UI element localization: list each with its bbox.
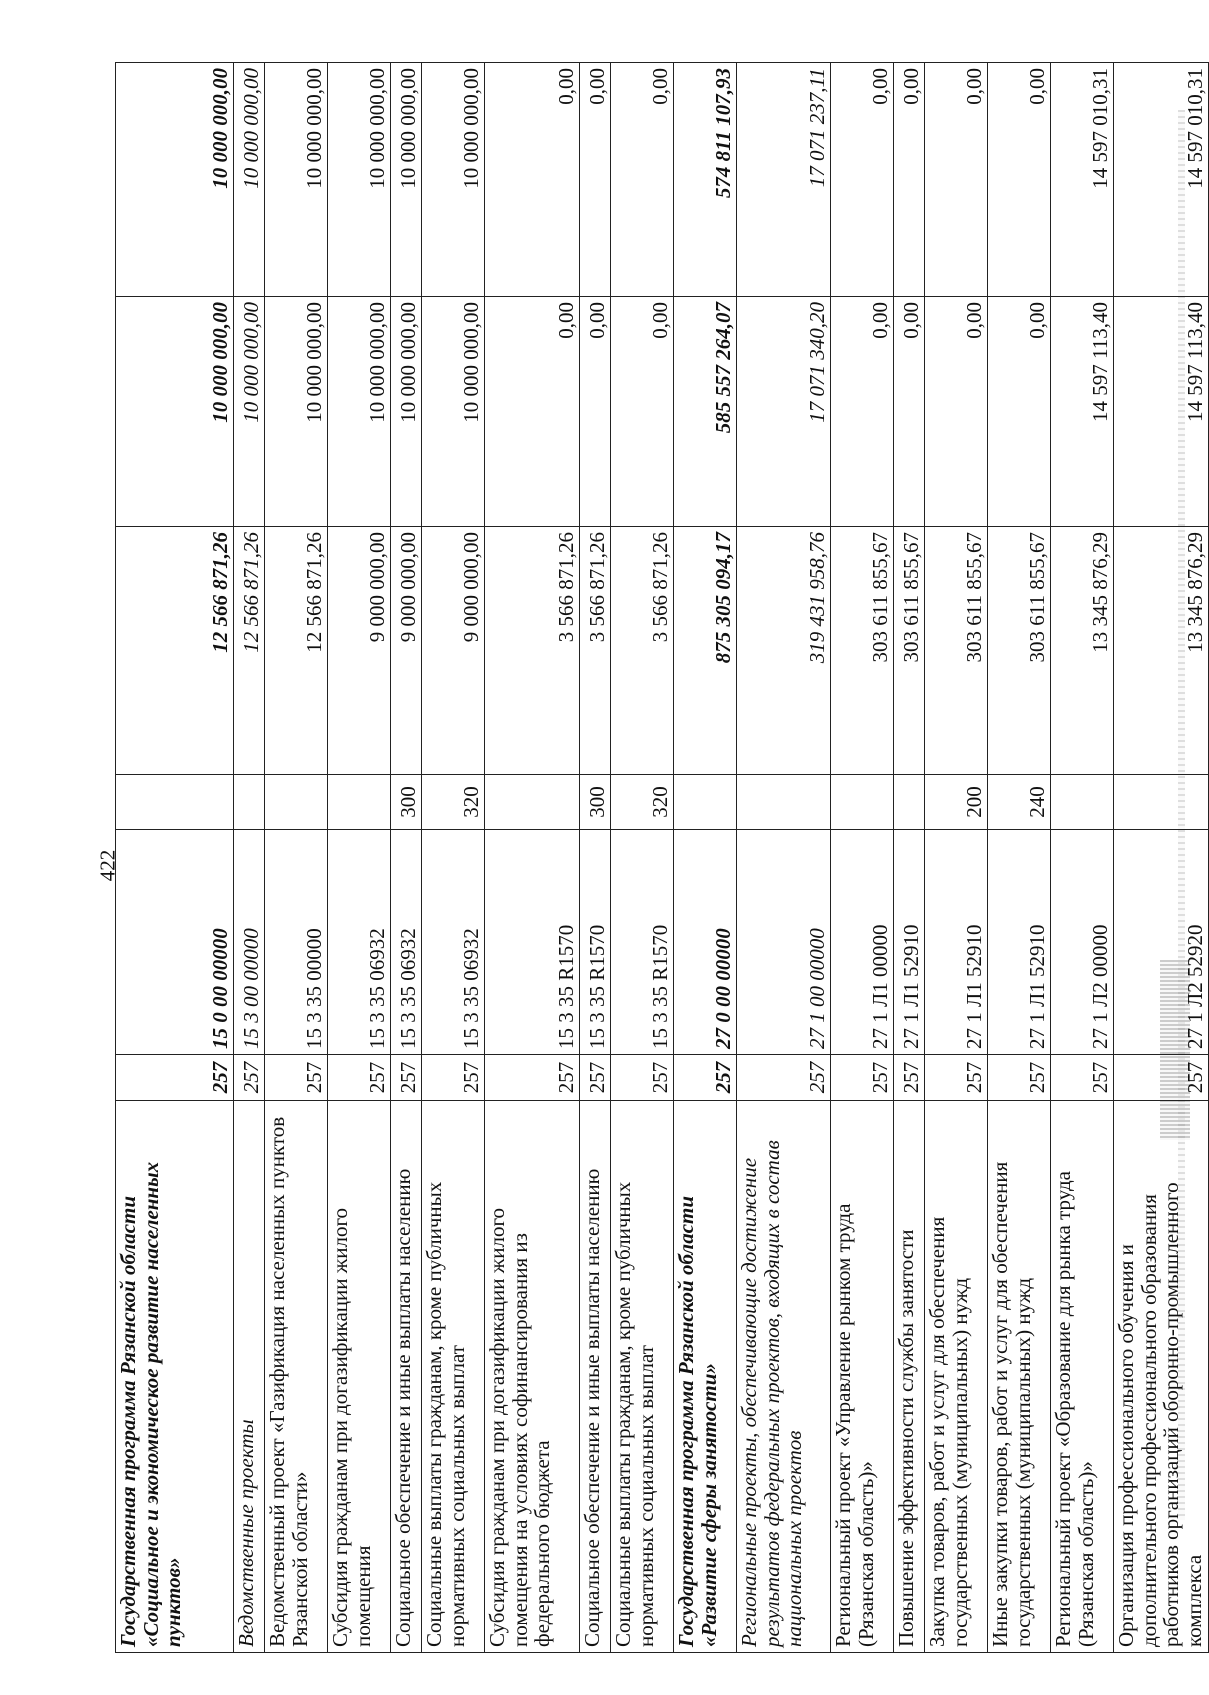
row-amount-2: 10 000 000,00 <box>422 297 485 527</box>
table-row <box>831 63 894 1653</box>
row-amount-3: 0,00 <box>485 63 580 297</box>
row-name: Государственная программа Рязанской области «Развитие сферы занятости» <box>674 1101 737 1653</box>
row-kvr <box>485 775 580 830</box>
row-amount-2: 585 557 264,07 <box>674 297 737 527</box>
row-amount-1: 12 566 871,26 <box>234 527 265 775</box>
row-ga: 257 <box>1051 1055 1114 1101</box>
row-amount-1: 303 611 855,67 <box>925 527 988 775</box>
row-name: Организация профессионального обучения и дополнительного профессионального образования работников организаций оборонно-промышленного комплекса <box>1114 1101 1209 1653</box>
row-amount-3: 14 597 010,31 <box>1051 63 1114 297</box>
row-amount-2: 14 597 113,40 <box>1051 297 1114 527</box>
row-kcsr: 15 3 35 00000 <box>265 830 328 1055</box>
row-ga: 257 <box>580 1055 611 1101</box>
row-kcsr: 27 1 Л2 00000 <box>1051 830 1114 1055</box>
page-number: 422 <box>95 849 120 882</box>
row-amount-1: 9 000 000,00 <box>328 527 391 775</box>
row-amount-3: 10 000 000,00 <box>328 63 391 297</box>
table-row <box>265 63 328 1653</box>
row-amount-3: 0,00 <box>831 63 894 297</box>
row-amount-2: 10 000 000,00 <box>265 297 328 527</box>
row-kcsr: 15 3 35 06932 <box>391 830 422 1055</box>
table-row <box>328 63 391 1653</box>
row-amount-2: 0,00 <box>988 297 1051 527</box>
table-row <box>988 63 1051 1653</box>
table-row <box>116 63 234 1653</box>
row-kcsr: 27 0 00 00000 <box>674 830 737 1055</box>
row-amount-3: 10 000 000,00 <box>265 63 328 297</box>
row-amount-1: 303 611 855,67 <box>831 527 894 775</box>
row-name: Иные закупки товаров, работ и услуг для обеспечения государственных (муниципальных) нужд <box>988 1101 1051 1653</box>
row-amount-2: 0,00 <box>580 297 611 527</box>
row-ga: 257 <box>831 1055 894 1101</box>
row-ga: 257 <box>422 1055 485 1101</box>
row-name: Ведомственные проекты <box>234 1101 265 1653</box>
table-row <box>1114 63 1209 1653</box>
row-amount-1: 319 431 958,76 <box>737 527 831 775</box>
row-amount-2: 14 597 113,40 <box>1114 297 1209 527</box>
row-amount-1: 13 345 876,29 <box>1114 527 1209 775</box>
row-amount-2: 0,00 <box>925 297 988 527</box>
row-kvr <box>737 775 831 830</box>
row-amount-3: 10 000 000,00 <box>116 63 234 297</box>
row-amount-2: 10 000 000,00 <box>234 297 265 527</box>
table-body <box>116 63 1209 1653</box>
row-amount-1: 303 611 855,67 <box>988 527 1051 775</box>
row-amount-3: 14 597 010,31 <box>1114 63 1209 297</box>
row-ga: 257 <box>391 1055 422 1101</box>
table-row <box>485 63 580 1653</box>
table-row <box>737 63 831 1653</box>
table-row <box>234 63 265 1653</box>
table-row <box>391 63 422 1653</box>
row-ga: 257 <box>925 1055 988 1101</box>
row-amount-1: 3 566 871,26 <box>580 527 611 775</box>
row-kvr <box>831 775 894 830</box>
row-amount-3: 574 811 107,93 <box>674 63 737 297</box>
row-kvr: 320 <box>611 775 674 830</box>
row-amount-2: 0,00 <box>894 297 925 527</box>
row-kvr <box>1051 775 1114 830</box>
row-name: Региональный проект «Образование для рынка труда (Рязанская область)» <box>1051 1101 1114 1653</box>
row-ga: 257 <box>265 1055 328 1101</box>
row-amount-2: 0,00 <box>831 297 894 527</box>
row-kvr: 300 <box>391 775 422 830</box>
row-amount-1: 3 566 871,26 <box>611 527 674 775</box>
row-amount-2: 0,00 <box>611 297 674 527</box>
table-row <box>674 63 737 1653</box>
row-name: Субсидия гражданам при догазификации жилого помещения <box>328 1101 391 1653</box>
row-name: Субсидия гражданам при догазификации жилого помещения на условиях софинансирования из федерального бюджета <box>485 1101 580 1653</box>
row-ga: 257 <box>894 1055 925 1101</box>
row-amount-3: 0,00 <box>925 63 988 297</box>
row-amount-3: 0,00 <box>894 63 925 297</box>
row-kvr <box>674 775 737 830</box>
row-name: Социальные выплаты гражданам, кроме публичных нормативных социальных выплат <box>611 1101 674 1653</box>
row-name: Социальные выплаты гражданам, кроме публичных нормативных социальных выплат <box>422 1101 485 1653</box>
row-ga: 257 <box>1114 1055 1209 1101</box>
row-kvr <box>328 775 391 830</box>
row-amount-2: 10 000 000,00 <box>116 297 234 527</box>
row-name: Социальное обеспечение и иные выплаты населению <box>391 1101 422 1653</box>
row-kcsr: 15 3 00 00000 <box>234 830 265 1055</box>
row-amount-3: 17 071 237,11 <box>737 63 831 297</box>
row-amount-1: 12 566 871,26 <box>265 527 328 775</box>
row-kcsr: 15 3 35 06932 <box>422 830 485 1055</box>
budget-table <box>115 62 1209 1653</box>
row-kvr <box>1114 775 1209 830</box>
row-amount-3: 0,00 <box>580 63 611 297</box>
table-row <box>580 63 611 1653</box>
row-kvr: 200 <box>925 775 988 830</box>
row-ga: 257 <box>988 1055 1051 1101</box>
row-amount-3: 10 000 000,00 <box>234 63 265 297</box>
row-kcsr: 27 1 00 00000 <box>737 830 831 1055</box>
row-amount-1: 9 000 000,00 <box>422 527 485 775</box>
table-row <box>1051 63 1114 1653</box>
row-ga: 257 <box>674 1055 737 1101</box>
row-kcsr: 15 3 35 R1570 <box>611 830 674 1055</box>
row-ga: 257 <box>328 1055 391 1101</box>
row-amount-1: 9 000 000,00 <box>391 527 422 775</box>
row-kcsr: 15 0 00 00000 <box>116 830 234 1055</box>
row-kcsr: 27 1 Л1 52910 <box>988 830 1051 1055</box>
row-kvr <box>234 775 265 830</box>
row-amount-3: 10 000 000,00 <box>422 63 485 297</box>
row-kvr <box>265 775 328 830</box>
row-kvr: 320 <box>422 775 485 830</box>
table-row <box>422 63 485 1653</box>
row-name: Повышение эффективности службы занятости <box>894 1101 925 1653</box>
row-amount-2: 17 071 340,20 <box>737 297 831 527</box>
row-kcsr: 15 3 35 R1570 <box>485 830 580 1055</box>
row-ga: 257 <box>234 1055 265 1101</box>
row-name: Ведомственный проект «Газификация населенных пунктов Рязанской области» <box>265 1101 328 1653</box>
row-kcsr: 27 1 Л1 52910 <box>925 830 988 1055</box>
table-row <box>925 63 988 1653</box>
row-kvr: 240 <box>988 775 1051 830</box>
row-kvr <box>116 775 234 830</box>
row-name: Региональный проект «Управление рынком труда (Рязанская область)» <box>831 1101 894 1653</box>
row-kvr <box>894 775 925 830</box>
row-amount-3: 10 000 000,00 <box>391 63 422 297</box>
row-ga: 257 <box>116 1055 234 1101</box>
row-amount-2: 10 000 000,00 <box>328 297 391 527</box>
row-kcsr: 15 3 35 06932 <box>328 830 391 1055</box>
row-amount-1: 875 305 094,17 <box>674 527 737 775</box>
row-ga: 257 <box>485 1055 580 1101</box>
row-kcsr: 27 1 Л1 00000 <box>831 830 894 1055</box>
row-name: Закупка товаров, работ и услуг для обеспечения государственных (муниципальных) нужд <box>925 1101 988 1653</box>
rotated-table-wrapper <box>115 63 1208 1653</box>
row-amount-2: 10 000 000,00 <box>391 297 422 527</box>
row-amount-1: 3 566 871,26 <box>485 527 580 775</box>
row-kcsr: 15 3 35 R1570 <box>580 830 611 1055</box>
row-amount-3: 0,00 <box>611 63 674 297</box>
row-amount-2: 0,00 <box>485 297 580 527</box>
row-kcsr: 27 1 Л1 52910 <box>894 830 925 1055</box>
row-kcsr: 27 1 Л2 52920 <box>1114 830 1209 1055</box>
row-amount-1: 303 611 855,67 <box>894 527 925 775</box>
row-kvr: 300 <box>580 775 611 830</box>
row-ga: 257 <box>611 1055 674 1101</box>
table-row <box>894 63 925 1653</box>
row-name: Региональные проекты, обеспечивающие достижение результатов федеральных проектов, входящих в состав национальных проектов <box>737 1101 831 1653</box>
row-amount-1: 12 566 871,26 <box>116 527 234 775</box>
row-name: Социальное обеспечение и иные выплаты населению <box>580 1101 611 1653</box>
row-amount-1: 13 345 876,29 <box>1051 527 1114 775</box>
table-row <box>611 63 674 1653</box>
row-name: Государственная программа Рязанской области «Социальное и экономическое развитие населенных пунктов» <box>116 1101 234 1653</box>
row-ga: 257 <box>737 1055 831 1101</box>
row-amount-3: 0,00 <box>988 63 1051 297</box>
